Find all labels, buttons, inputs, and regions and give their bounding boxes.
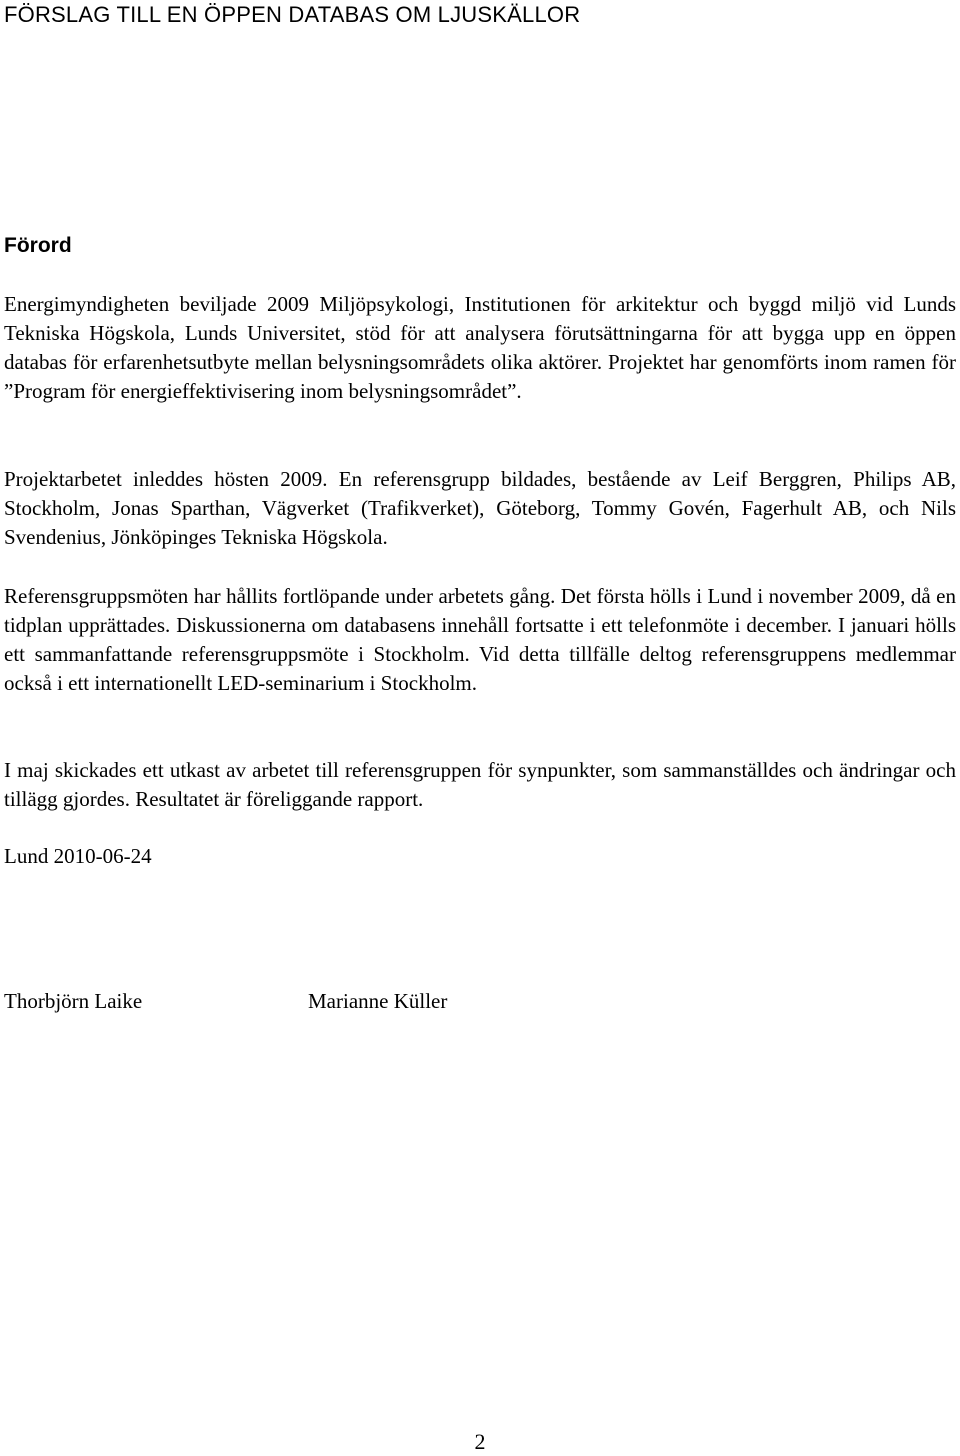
section-heading-forord: Förord <box>4 234 72 257</box>
place-date: Lund 2010-06-24 <box>4 844 152 868</box>
signature-kuller: Marianne Küller <box>308 989 448 1013</box>
page-number: 2 <box>474 1429 486 1454</box>
paragraph-reference-group: Projektarbetet inleddes hösten 2009. En referensgrupp bildades, bestående av Leif Berggren, Philips AB, Stockholm, Jonas Sparthan, Vägverket (Trafikverket), Göteborg, Tommy Govén, Fagerhult AB, och Nils Svendenius, Jönköpinges Tekniska Högskola. <box>4 467 956 549</box>
paragraph-intro: Energimyndigheten beviljade 2009 Miljöpsykologi, Institutionen för arkitektur och byggd miljö vid Lunds Tekniska Högskola, Lunds Universitet, stöd för att analysera förutsättningarna för att bygga upp en öppen databas för erfarenhetsutbyte mellan belysningsområdets olika aktörer. Projektet har genomförts inom ramen för ”Program för energieffektivisering inom belysningsområdet”. <box>4 292 956 403</box>
paragraph-draft: I maj skickades ett utkast av arbetet till referensgruppen för synpunkter, som sammanställdes och ändringar och tillägg gjordes. Resultatet är föreliggande rapport. <box>4 758 956 811</box>
signature-laike: Thorbjörn Laike <box>4 989 143 1013</box>
document-title: FÖRSLAG TILL EN ÖPPEN DATABAS OM LJUSKÄLLOR <box>4 2 581 27</box>
paragraph-meetings: Referensgruppsmöten har hållits fortlöpande under arbetets gång. Det första hölls i Lund i november 2009, då en tidplan upprättades. Diskussionerna om databasens innehåll fortsatte i ett telefonmöte i december. I januari hölls ett sammanfattande referensgruppsmöte i Stockholm. Vid detta tillfälle deltog referensgruppens medlemmar också i ett internationellt LED-seminarium i Stockholm. <box>4 584 956 695</box>
